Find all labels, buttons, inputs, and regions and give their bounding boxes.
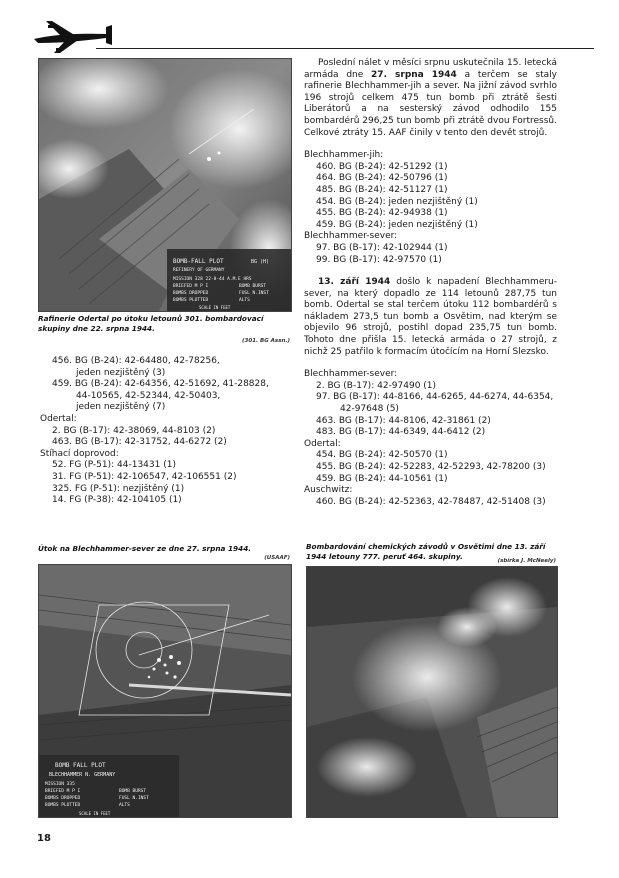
list-item: 97. BG (B-17): 44-8166, 44-6265, 44-6274, 44-6354, — [316, 392, 554, 403]
photo1-caption: Rafinerie Odertal po útoku letounů 301. bombardovací skupiny dne 22. srpna 1944. — [38, 314, 264, 333]
list-item: 459. BG (B-24): 44-10561 (1) — [316, 473, 448, 484]
svg-text:FUSL N.INST: FUSL N.INST — [239, 291, 269, 296]
photo1-credit: (301. BG Assn.) — [242, 338, 290, 344]
svg-text:BOMBS DROPPED: BOMBS DROPPED — [45, 796, 81, 801]
page-number: 18 — [37, 833, 51, 844]
svg-text:FUSL N.INST: FUSL N.INST — [119, 796, 149, 801]
list-item: 44-10565, 42-52344, 42-50403, — [76, 390, 221, 401]
svg-text:BRIEFED M P I: BRIEFED M P I — [45, 789, 81, 794]
paragraph-27-august: Poslední nálet v měsíci srpnu uskutečnila 15. letecká armáda dne 27. srpna 1944 a terčem se staly rafinerie Blechhammer-jih a sever. Na jižní závod svrhlo 196 strojů celkem 475 tun bomb při ztrátě šesti Liberátorů a na sesterský závod odhodilo 155 bombardérů 296,25 tun bomb při ztrátě dvou Fortressů. Celkové ztráty 15. AAF činily v tento den devět strojů. — [304, 58, 557, 138]
bomber-plane-icon — [32, 19, 114, 55]
list-item: 2. BG (B-17): 42-38069, 44-8103 (2) — [52, 425, 216, 436]
list-item: 99. BG (B-17): 42-97570 (1) — [316, 254, 442, 265]
photo2-overlay-title: BOMB FALL PLOT — [55, 762, 106, 769]
svg-text:REFINERY OF GERMANY: REFINERY OF GERMANY — [173, 268, 225, 273]
losses-list-27-august — [304, 150, 557, 266]
svg-text:BOMB BURST: BOMB BURST — [119, 789, 147, 794]
list-item: 485. BG (B-24): 42-51127 (1) — [316, 184, 448, 195]
list-item: 14. FG (P-38): 42-104105 (1) — [52, 495, 182, 506]
list-item: 463. BG (B-17): 44-8106, 42-31861 (2) — [316, 415, 491, 426]
list-item: 52. FG (P-51): 44-13431 (1) — [52, 460, 176, 471]
list-item: 459. BG (B-24): jeden nezjištěný (1) — [316, 219, 478, 230]
list-item: 460. BG (B-24): 42-52363, 42-78487, 42-51408 (3) — [316, 496, 546, 507]
list-item: 464. BG (B-24): 42-50796 (1) — [316, 173, 448, 184]
photo-auschwitz-chemical-works — [306, 566, 558, 818]
svg-text:BRIEFED M P I: BRIEFED M P I — [173, 284, 209, 289]
list-item: 97. BG (B-17): 42-102944 (1) — [316, 242, 448, 253]
list-heading: Blechhammer-jih: — [304, 150, 384, 161]
svg-text:BG (H): BG (H) — [251, 259, 270, 265]
svg-text:BLECHHAMMER N. GERMANY: BLECHHAMMER N. GERMANY — [49, 772, 116, 778]
photo3-credit: (sbírka J. McNeely) — [497, 558, 556, 564]
list-heading: Blechhammer-sever: — [304, 231, 398, 242]
list-item: 483. BG (B-17): 44-6349, 44-6412 (2) — [316, 427, 486, 438]
list-heading: Odertal: — [40, 413, 77, 424]
svg-text:ALTS: ALTS — [239, 298, 250, 303]
list-item: 463. BG (B-17): 42-31752, 44-6272 (2) — [52, 437, 227, 448]
list-item: 31. FG (P-51): 42-106547, 42-106551 (2) — [52, 471, 237, 482]
photo-odertal-refinery — [38, 58, 292, 312]
list-item: jeden nezjištěný (3) — [76, 367, 166, 378]
list-item: jeden nezjištěný (7) — [76, 402, 166, 413]
list-item: 460. BG (B-24): 42-51292 (1) — [316, 161, 448, 172]
list-heading: Stíhací doprovod: — [40, 448, 119, 459]
photo2-credit: (USAAF) — [264, 555, 290, 561]
svg-text:BOMBS PLOTTED: BOMBS PLOTTED — [45, 803, 81, 808]
list-item: 454. BG (B-24): jeden nezjištěný (1) — [316, 196, 478, 207]
list-item: 2. BG (B-17): 42-97490 (1) — [316, 380, 437, 391]
right-column-text — [304, 58, 557, 508]
left-column-list — [40, 356, 292, 507]
svg-text:BOMBS DROPPED: BOMBS DROPPED — [173, 291, 209, 296]
photo3-caption: Bombardování chemických závodů v Osvětimi dne 13. září 1944 letouny 777. peruť 464. skupiny. — [306, 542, 546, 561]
svg-text:ALTS: ALTS — [119, 803, 130, 808]
list-item: 456. BG (B-24): 42-64480, 42-78256, — [52, 356, 220, 366]
svg-text:BOMBS PLOTTED: BOMBS PLOTTED — [173, 298, 209, 303]
list-item: 459. BG (B-24): 42-64356, 42-51692, 41-28828, — [52, 379, 269, 390]
photo1-overlay-title: BOMB-FALL PLOT — [173, 258, 224, 265]
losses-list-13-september — [304, 369, 557, 508]
list-item: 455. BG (B-24): 42-94938 (1) — [316, 208, 448, 219]
svg-text:MISSION 328 22-8-44 A.M.E HR: MISSION 328 22-8-44 A.M.E HRS — [173, 277, 252, 282]
svg-text:SCALE IN FEET: SCALE IN FEET — [79, 811, 111, 816]
photo2-caption: Útok na Blechhammer-sever ze dne 27. srpna 1944. — [38, 544, 252, 553]
svg-text:MISSION 335: MISSION 335 — [45, 782, 75, 787]
header-rule — [96, 48, 594, 49]
list-heading: Blechhammer-sever: — [304, 369, 398, 380]
list-item: 455. BG (B-24): 42-52283, 42-52293, 42-78200 (3) — [316, 462, 546, 472]
list-item: 42-97648 (5) — [340, 404, 399, 415]
photo-blechhammer-north — [38, 564, 292, 818]
list-item: 454. BG (B-24): 42-50570 (1) — [316, 450, 448, 461]
list-item: 325. FG (P-51): nezjištěný (1) — [52, 483, 185, 494]
list-heading: Auschwitz: — [304, 485, 353, 496]
svg-text:SCALE IN FEET: SCALE IN FEET — [199, 305, 231, 310]
list-heading: Odertal: — [304, 438, 341, 449]
paragraph-13-september: 13. září 1944 došlo k napadení Blechhammeru-sever, na který dopadlo ze 114 letounů 287,75 tun bomb. Odertal se stal terčem útoku 112 bombardérů s nákladem 273,5 tun bomb a Osvětim, nad kterým se objevilo 96 strojů, postihl dopad 235,75 tun bomb. Tohoto dne přišla 15. letecká armáda o 27 strojů, z nichž 25 patřilo k formacím útočícím na Horní Slezsko. — [304, 277, 558, 357]
svg-text:BOMB BURST: BOMB BURST — [239, 284, 267, 289]
